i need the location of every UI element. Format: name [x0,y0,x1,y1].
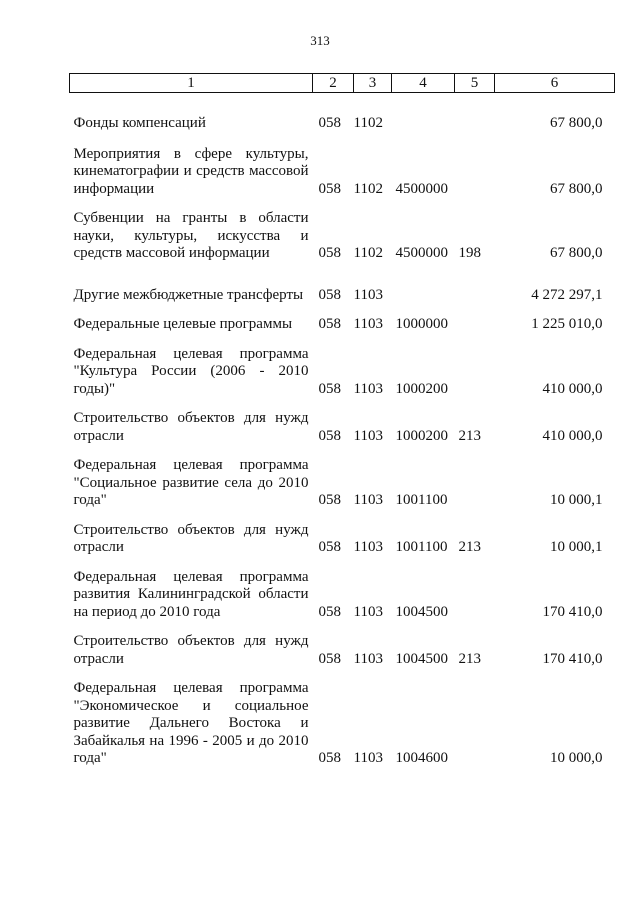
row-section-code: 1103 [353,603,383,620]
row-target-code [392,287,455,305]
row-spacer [70,93,615,116]
table-row [70,210,615,263]
row-expense-code: 213 [458,539,481,555]
row-section-code: 1103 [353,286,383,303]
row-expense-code [455,146,495,199]
row-target-code: 1004500 [395,650,448,667]
row-target-code: 1004600 [395,750,448,766]
row-ministry-code: 058 [318,750,341,766]
row-name: Строительство объектов для нужд отрасли [73,521,309,555]
row-name: Строительство объектов для нужд отрасли [73,633,309,667]
row-spacer-cell [70,93,615,116]
row-expense-code [455,680,495,768]
row-expense-code [455,457,495,510]
row-section-code: 1102 [353,180,383,197]
row-ministry-code: 058 [318,316,341,332]
row-section-code: 1102 [353,115,383,131]
row-section-code: 1103 [353,492,383,508]
row-name: Строительство объектов для нужд отрасли [73,410,309,444]
row-spacer [70,334,615,346]
header-col-1: 1 [70,74,313,93]
row-amount: 410 000,0 [542,380,603,397]
row-name: Мероприятия в сфере культуры, кинематографии и средств массовой информации [73,145,309,197]
row-expense-code [455,569,495,622]
row-name: Субвенции на гранты в области науки, культуры, искусства и средств массовой информации [73,210,309,261]
row-spacer [70,198,615,210]
row-ministry-code: 058 [318,245,341,261]
row-spacer [70,133,615,146]
row-amount: 67 800,0 [550,245,603,261]
row-ministry-code: 058 [318,115,341,131]
row-expense-code [455,346,495,399]
row-section-code: 1103 [353,427,383,444]
row-target-code: 4500000 [395,245,448,261]
row-spacer [70,304,615,316]
table-row [70,680,615,768]
row-spacer-cell [70,263,615,287]
row-target-code: 1000200 [395,380,448,397]
row-amount: 67 800,0 [550,115,603,131]
row-spacer [70,557,615,569]
row-ministry-code: 058 [318,427,341,444]
table-row [70,522,615,557]
row-target-code: 1000200 [395,427,448,444]
row-spacer-cell [70,445,615,457]
row-spacer-cell [70,198,615,210]
row-section-code: 1102 [353,245,383,261]
row-spacer [70,445,615,457]
row-spacer [70,263,615,287]
row-spacer-cell [70,557,615,569]
header-col-2: 2 [313,74,354,93]
row-spacer [70,510,615,522]
row-amount: 170 410,0 [542,650,603,667]
row-section-code: 1103 [353,650,383,667]
row-name: Фонды компенсаций [73,115,206,131]
table-body [70,93,615,768]
row-target-code: 1000000 [395,316,448,332]
header-col-6: 6 [495,74,615,93]
row-ministry-code: 058 [318,539,341,555]
row-amount: 10 000,0 [550,750,603,766]
row-section-code: 1103 [353,316,383,332]
row-amount: 10 000,1 [550,539,603,555]
row-target-code: 1001100 [395,492,448,508]
row-expense-code: 213 [458,427,481,444]
row-amount: 170 410,0 [542,603,603,620]
table-row [70,316,615,334]
row-spacer [70,668,615,680]
budget-table [69,73,615,768]
row-spacer-cell [70,334,615,346]
row-amount: 1 225 010,0 [531,316,603,332]
table-row [70,115,615,133]
page-number: 313 [310,33,330,48]
table-header [70,74,615,93]
header-col-4: 4 [392,74,455,93]
table-row [70,146,615,199]
row-target-code [392,115,455,133]
row-amount: 10 000,1 [550,492,603,508]
header-row [70,74,615,93]
row-ministry-code: 058 [318,603,341,620]
row-ministry-code: 058 [318,650,341,667]
row-ministry-code: 058 [318,380,341,397]
row-amount: 4 272 297,1 [531,286,603,303]
row-name: Федеральная целевая программа "Социальное развитие села до 2010 года" [73,457,309,508]
row-spacer-cell [70,668,615,680]
table-row [70,410,615,445]
row-spacer-cell [70,398,615,410]
row-target-code: 1001100 [395,539,448,555]
table-row [70,457,615,510]
table-row [70,569,615,622]
row-expense-code [455,316,495,334]
row-name: Федеральные целевые программы [73,316,293,332]
row-expense-code: 213 [458,650,481,667]
row-section-code: 1103 [353,539,383,555]
row-name: Другие межбюджетные трансферты [73,286,304,303]
table-row [70,346,615,399]
row-ministry-code: 058 [318,180,341,197]
row-amount: 67 800,0 [550,180,603,197]
row-ministry-code: 058 [318,492,341,508]
row-spacer-cell [70,304,615,316]
row-spacer-cell [70,621,615,633]
row-spacer-cell [70,133,615,146]
row-expense-code [455,115,495,133]
row-spacer [70,621,615,633]
table-row [70,287,615,305]
row-ministry-code: 058 [318,286,341,303]
row-target-code: 4500000 [395,180,448,197]
row-spacer [70,398,615,410]
header-col-5: 5 [455,74,495,93]
row-expense-code: 198 [458,245,481,261]
header-col-3: 3 [354,74,392,93]
row-target-code: 1004500 [395,603,448,620]
row-section-code: 1103 [353,380,383,397]
row-name: Федеральная целевая программа развития Калининградской области на период до 2010 года [73,568,309,620]
row-amount: 410 000,0 [542,427,603,444]
row-spacer-cell [70,510,615,522]
row-section-code: 1103 [353,750,383,766]
row-name: Федеральная целевая программа "Культура России (2006 - 2010 годы)" [73,345,309,397]
table-row [70,633,615,668]
row-expense-code [455,287,495,305]
row-name: Федеральная целевая программа "Экономическое и социальное развитие Дальнего Востока и Забайкалья на 1996 - 2005 и до 2010 года" [73,680,309,766]
